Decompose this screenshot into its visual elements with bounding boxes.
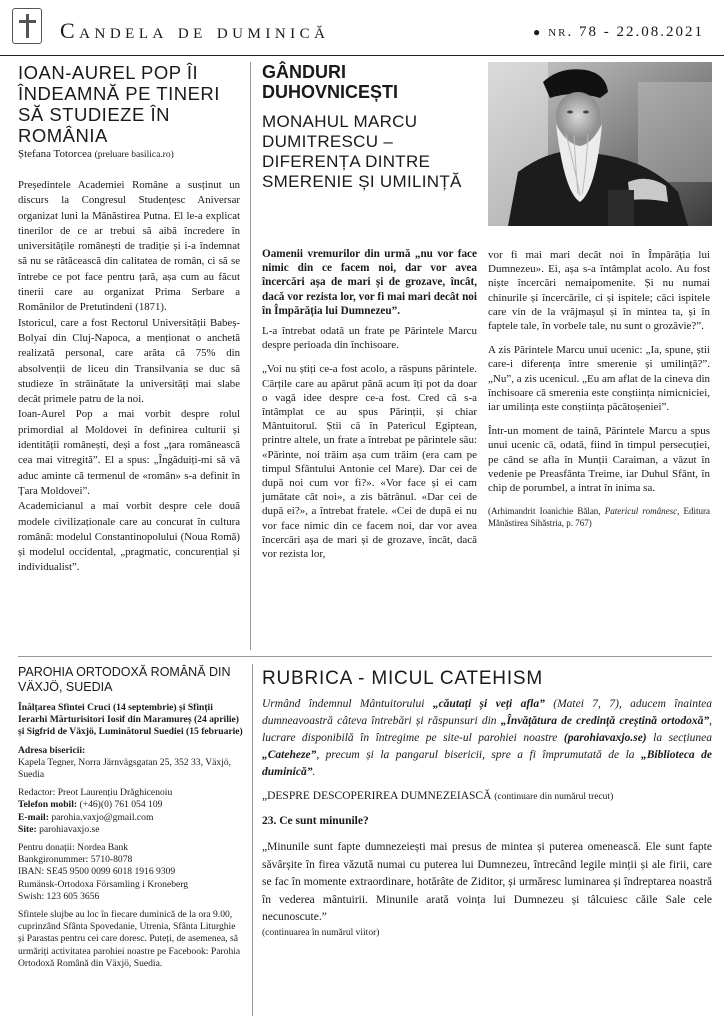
bullet-icon: ● — [532, 25, 543, 39]
issue-info — [533, 24, 704, 41]
iban: IBAN: SE45 9500 0099 6018 1916 9309 — [18, 866, 176, 878]
article-pop — [18, 62, 240, 576]
article-marcu-title: MONAHUL MARCU DUMITRESCU – DIFERENȚA DINTRE SMERENIE ȘI UMILINȚĂ — [262, 112, 462, 191]
address-value: Kapela Tegner, Norra Järnvägsgatan 25, 352 33, Växjö, Suedia — [18, 756, 232, 781]
issue-number-date: nr. 78 - 22.08.2021 — [548, 24, 704, 40]
editor-line: Redactor: Preot Laurențiu Drăghicenoiu — [18, 787, 173, 799]
parish-dedication: Înălțarea Sfintei Cruci (14 septembrie) și Sfinții Ierarhi Mărturisitori Iosif din Maramureș (24 aprilie) și Sigfrid de Växjö, Luminătorul Suediei (15 februarie) — [18, 702, 243, 738]
article-pop-author: Ștefana Totorcea — [18, 148, 92, 160]
source-book: Patericul românesc — [604, 506, 678, 517]
newsletter-title: Candela de duminică — [60, 18, 330, 43]
article-pop-paragraph: Istoricul, care a fost Rectorul Universității Babeș-Bolyai din Cluj-Napoca, a menționat o anchetă realizată personal, care arăta că 75% din absolvenții de liceu din Transilvania se duc să studieze în străinătate la universități mai slabe decât primele patru de la noi. — [18, 316, 240, 406]
article-pop-paragraph: Academicianul a mai vorbit despre cele două modele civilizaționale care au concurat în cultura română: modelul Constantinopolului (Noua Romă) și modelul occidental, „pragmatic, concurențial și individualist”. — [18, 500, 240, 574]
parish-site-link[interactable]: (parohiavaxjo.se) — [563, 732, 647, 744]
association-name: Rumänsk-Ortodoxa Församling i Kroneberg — [18, 878, 189, 890]
article-marcu-body-middle — [262, 324, 477, 571]
catehism-section — [262, 668, 712, 939]
catehism-chapter: „DESPRE DESCOPERIREA DUMNEZEIASCĂ (continuare din numărul trecut) — [262, 790, 614, 802]
article-marcu-paragraph: L-a întrebat odată un frate pe Părintele Marcu despre perioada din închisoare. — [262, 325, 477, 352]
swish-number: Swish: 123 605 3656 — [18, 890, 100, 902]
cross-logo-icon — [12, 8, 42, 44]
bankgiro-number: Bankgironummer: 5710-8078 — [18, 854, 133, 866]
article-pop-paragraph: Președintele Academiei Române a susținut un discurs la Congresul Studențesc Aniversar organizat luni la Mănăstirea Putna. El le-a explicat tinerilor de ce ar trebui să aibă încredere în universitățile românești de tradiție și i-a îndemnat să nu se rătăcească din calitatea de român, ci să se întrebe ce pot face pentru țară, așa cum au făcut tinerii care au organizat Prima Serbare a Românilor de Pretutindeni (1871). — [18, 179, 240, 314]
catehism-continuation: (continuarea în numărul viitor) — [262, 927, 380, 938]
article-marcu-body-right — [488, 248, 710, 539]
section-kicker: GÂNDURI DUHOVNICEȘTI — [262, 62, 399, 102]
donations-bank: Pentru donații: Nordea Bank — [18, 842, 129, 854]
catehism-title: RUBRICA - MICUL CATEHISM — [262, 668, 543, 689]
site-label: Site: — [18, 823, 37, 835]
phone-label: Telefon mobil: — [18, 799, 78, 811]
catehism-intro: Urmând îndemnul Mântuitorului „căutați și veți afla” (Matei 7, 7), aducem înaintea dumneavoastră câteva întrebări și răspunsuri din „Învățătura de credință creștină ortodoxă”, lucrare disponibilă în întregime pe site-ul parohiei noastre (parohiavaxjo.se) la secțiunea „Cateheze”, precum și la pangarul bisericii, spre a fi împrumutată de la „Biblioteca de duminică”. — [262, 698, 713, 778]
article-marcu-header — [262, 62, 478, 192]
parish-services: Sfintele slujbe au loc în fiecare duminică de la ora 9.00, cuprinzând Sfânta Spovedanie, Utrenia, Sfânta Liturghie și Parastas pentru cei care doresc. Puteți, de asemenea, să urmăriți activitatea parohiei noastre pe Facebook: Parohia Ortodoxă Română din Växjö, Suedia. — [18, 909, 241, 969]
article-pop-source: (preluare basilica.ro) — [94, 150, 174, 160]
source-publisher: , Editura Mănăstirea Sihăstria, p. 767) — [488, 506, 710, 529]
catehism-answer: „Minunile sunt fapte dumnezeiești mai presus de mintea și puterea omenească. Ele sunt fapte săvârșite în firea văzută numai cu puterea lui Dumnezeu, întrecând legile minții și ale firii, care se fac în momente extraordinare, hotărâte de Ziditor, și urmăresc luminarea și îndreptarea noastră în vederea mântuirii. Minunile arată voința lui Dumnezeu și tâlcuiesc căile Sale cele necunoscute.” — [262, 841, 712, 923]
article-marcu-paragraph: „Voi nu știți ce-a fost acolo, a răspuns părintele. Cărțile care au apărut până acum îți pot da doar o vagă idee despre ce-a fost. Cred că s-a întâmplat ce au spus Părinții, și chiar Mântuitorul. Știi că în Patericul Egiptean, printre altele, un frate a întrebat pe părintele său: «Părinte, noi trăim așa cum trăim (era cam pe timpul Sfântului Antonie cel Mare). Dar cei de după noi cum vor fi?». «Vor face și ei cam jumătate cât noi», a zis bătrânul. «Dar cei de după ei?», a întrebat fratele. «Cei de după ei nu vor face nimic din ce facem noi, dar vor avea încercări așa de mari și de grozave, încât, dacă vor rezista lor, — [262, 363, 477, 561]
article-marcu-lead: Oamenii vremurilor din urmă „nu vor face nimic din ce facem noi, dar vor avea încercări așa de mari și de grozave, încât, dacă vor rezista lor, vor fi mai mari decât noi în Împărăția lui Dumnezeu”. — [262, 248, 477, 317]
parish-contact — [18, 787, 243, 836]
article-pop-paragraph: Ioan-Aurel Pop a mai vorbit despre rolul primordial al Moldovei în definirea culturii și identității românești, deși a fost „țara românească cea mai vitregită”. El a spus: „Îngăduiți-mi să vă aduc aminte că termenul de «român» s-a definit în Țara Moldovei”. — [18, 408, 240, 497]
section-divider — [18, 656, 712, 657]
article-marcu-paragraph: A zis Părintele Marcu unui ucenic: „Ia, spune, știi care-i diferența între smerenie și umilință?”. „Nu”, a zis ucenicul. „Eu am aflat de la cineva din închisoare că smerenia este conștiința nimicniciei, iar umilința este conștiința păcătoșeniei”. — [488, 344, 710, 414]
source-author: (Arhimandrit Ioanichie Bălan, — [488, 506, 601, 517]
article-pop-title: IOAN-AUREL POP ÎI ÎNDEAMNĂ PE TINERI SĂ STUDIEZE ÎN ROMÂNIA — [18, 62, 220, 146]
article-pop-body — [18, 178, 240, 576]
article-marcu-source — [488, 505, 710, 529]
site-link[interactable]: parohiavaxjo.se — [39, 823, 100, 835]
column-divider — [252, 664, 253, 1016]
parish-donations — [18, 842, 243, 903]
article-marcu-paragraph: Într-un moment de taină, Părintele Marcu a spus unui ucenic că, odată, fiind în timpul persecuției, pe când se afla în Munții Caraiman, a văzut în vedenie pe Preasfânta Treime, iar Duhul Sfânt, în chip de porumbel, a intrat în inima sa. — [488, 425, 710, 495]
email-label: E-mail: — [18, 811, 49, 823]
monk-portrait-photo — [488, 62, 712, 226]
address-label: Adresa bisericii: — [18, 744, 86, 756]
article-pop-byline — [18, 148, 240, 160]
article-marcu-paragraph: vor fi mai mari decât noi în Împărăția lui Dumnezeu». Ei, așa s-a întâmplat acolo. Au fost niște încercări nemaipomenite. Și nu numai chinurile și încercările, ci și ispitele; căci ispitele care vin de la vrăjmașul și în mintea ta, și în faptele tale, în vorbele tale, nu sunt o grozăvie?”. — [488, 249, 710, 333]
parish-title: PAROHIA ORTODOXĂ ROMÂNĂ DIN VÄXJÖ, SUEDIA — [18, 665, 231, 694]
column-divider — [250, 62, 251, 650]
masthead — [0, 0, 724, 56]
parish-info — [18, 665, 243, 976]
email-link[interactable]: parohia.vaxjo@gmail.com — [51, 811, 154, 823]
parish-address — [18, 745, 243, 782]
phone-value: (+46)(0) 761 054 109 — [79, 799, 163, 811]
catehism-question: 23. Ce sunt minunile? — [262, 815, 369, 827]
